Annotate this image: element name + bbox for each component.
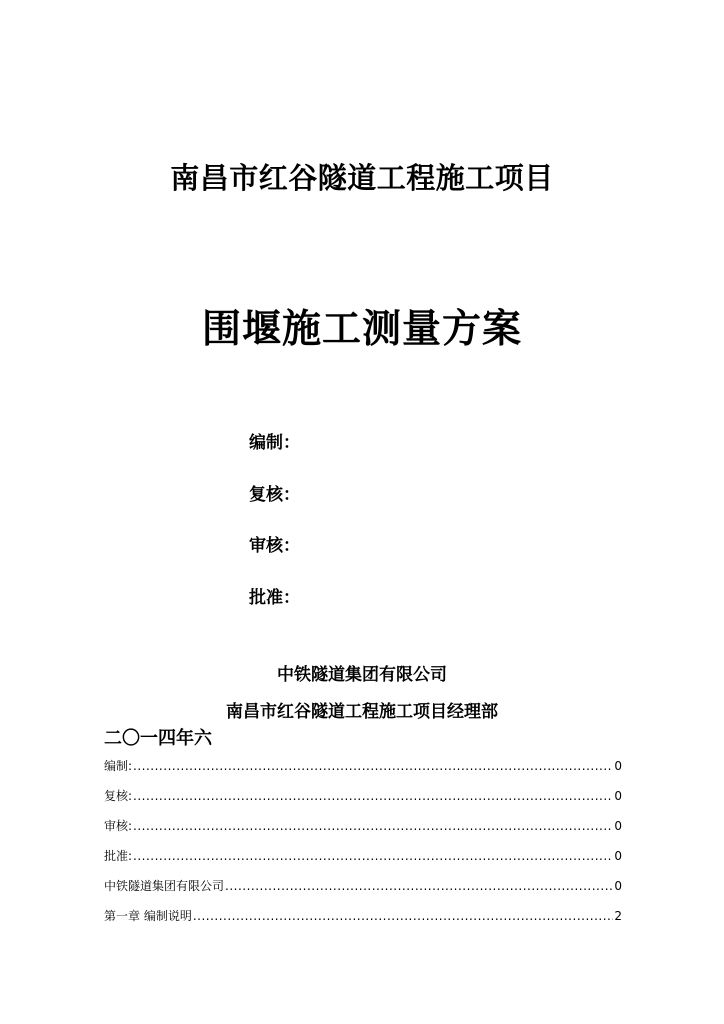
toc-entry-page: 0: [614, 849, 622, 863]
toc-dot-leader: [133, 849, 613, 863]
toc-entry[interactable]: [104, 877, 622, 907]
toc-dot-leader: [133, 819, 613, 833]
toc-entry-label: 审核:: [104, 819, 133, 833]
toc-dot-leader: [133, 789, 613, 803]
document-date: 二〇一四年六: [104, 728, 212, 749]
approve-signature-label: 批准：: [249, 588, 300, 608]
toc-entry-label: 复核:: [104, 789, 133, 803]
toc-entry-label: 批准:: [104, 849, 133, 863]
toc-entry-label: 编制:: [104, 759, 133, 773]
company-name: 中铁隧道集团有限公司: [277, 665, 447, 685]
toc-entry-label: 第一章 编制说明: [104, 909, 192, 923]
toc-dot-leader: [225, 879, 613, 893]
compile-signature-label: 编制：: [249, 433, 300, 453]
toc-entry-page: 0: [614, 819, 622, 833]
toc-entry[interactable]: [104, 907, 622, 937]
toc-entry-label: 中铁隧道集团有限公司: [104, 879, 225, 893]
toc-entry-page: 0: [614, 789, 622, 803]
toc-entry[interactable]: [104, 787, 622, 817]
project-title: 南昌市红谷隧道工程施工项目: [170, 161, 554, 195]
department-name: 南昌市红谷隧道工程施工项目经理部: [226, 702, 498, 722]
review-signature-label: 复核：: [249, 485, 300, 505]
toc-entry-page: 2: [614, 909, 622, 923]
document-title: 围堰施工测量方案: [201, 307, 522, 352]
toc-entry-page: 0: [614, 879, 622, 893]
toc-entry[interactable]: [104, 817, 622, 847]
toc-dot-leader: [133, 759, 613, 773]
toc-dot-leader: [193, 909, 614, 923]
toc-entry[interactable]: [104, 757, 622, 787]
audit-signature-label: 审核：: [249, 536, 300, 556]
table-of-contents: [104, 757, 622, 937]
toc-entry-page: 0: [614, 759, 622, 773]
toc-entry[interactable]: [104, 847, 622, 877]
